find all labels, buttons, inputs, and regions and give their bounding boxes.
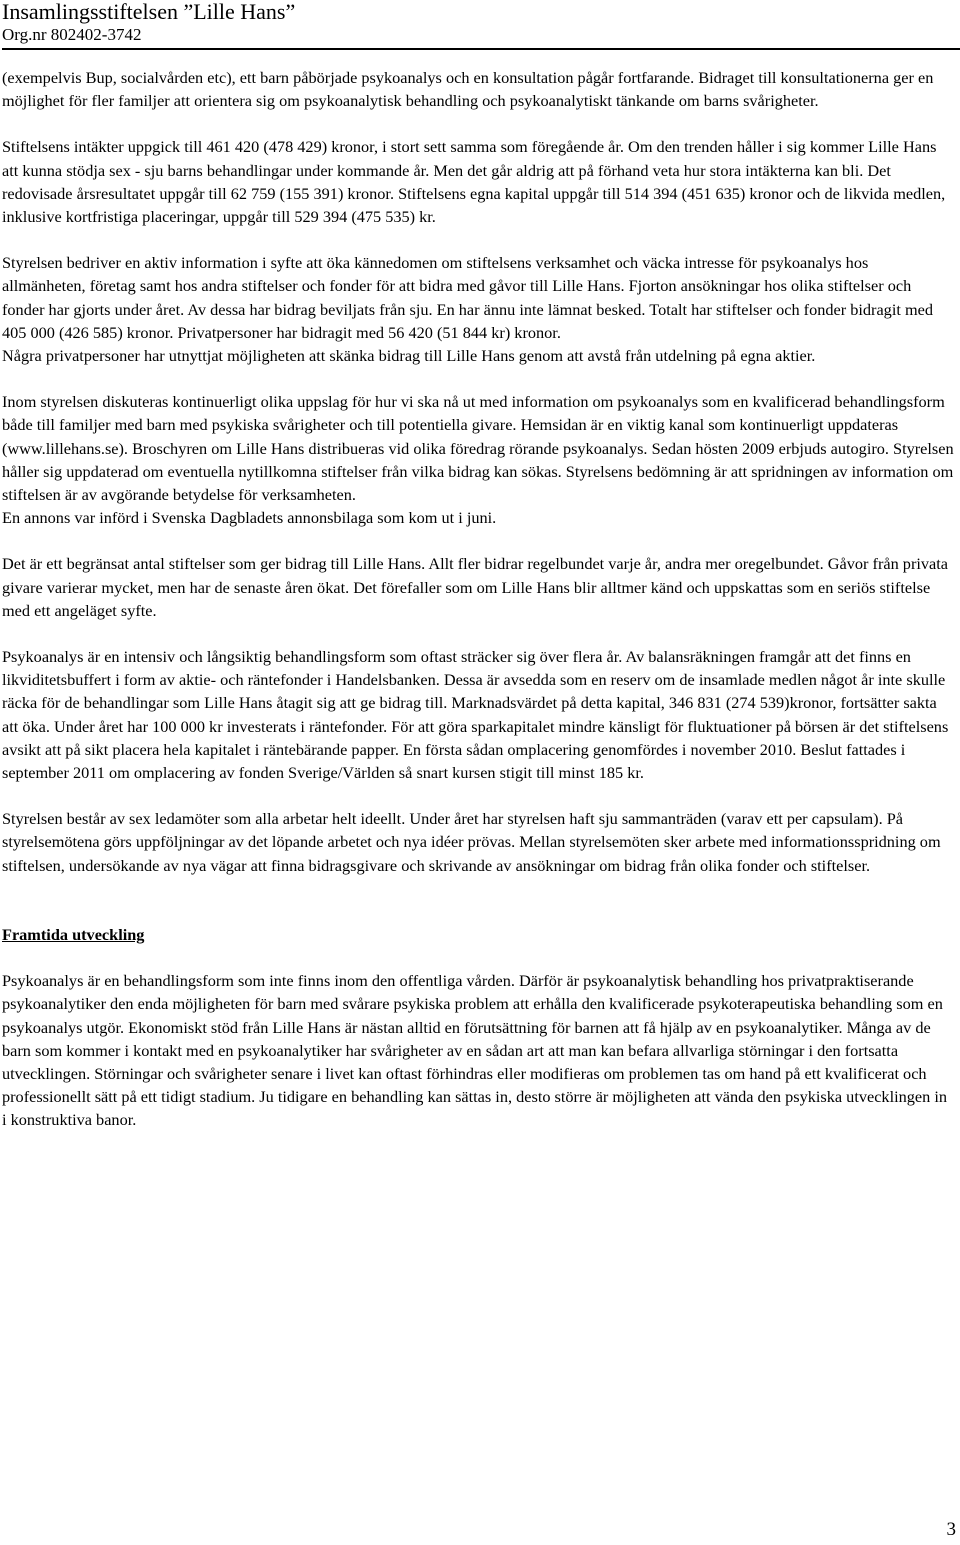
paragraph-consultation: (exempelvis Bup, socialvården etc), ett barn påbörjade psykoanalys och en konsultation pågår fortfarande. Bidraget till konsultationerna ger en möjlighet för fler familjer att orientera sig om psykoanalytisk behandling och psykoanalytiskt tänkande om barns svårigheter.	[2, 68, 934, 111]
header-divider	[2, 48, 960, 50]
paragraph-liquidity: Psykoanalys är en intensiv och långsiktig behandlingsform som oftast sträcker sig över flera år. Av balansräkningen framgår att det finns en likviditetsbuffert i form av aktie- och räntefonder i Handelsbanken. Dessa är avsedda som en reserv om de insamlade medlen något år inte skulle räcka för de behandlingar som Lille Hans åtagit sig att ge bidrag till. Marknadsvärdet på detta kapital, 346 831 (274 539)kronor, fortsätter sakta att öka. Under året har 100 000 kr investerats i räntefonder. För att göra sparkapitalet mindre känsligt för fluktuationer på börsen är det stiftelsens avsikt att på sikt placera hela kapitalet i räntebärande papper. En första sådan omplacering genomfördes i november 2010. Beslut fattades i september 2011 om omplacering av fonden Sverige/Världen så snart kursen stigit till minst 185 kr.	[2, 647, 949, 783]
document-body	[2, 66, 954, 1132]
paragraph-outreach: Inom styrelsen diskuteras kontinuerligt olika uppslag för hur vi ska nå ut med information om psykoanalys som en kvalificerad behandlingsform både till familjer med barn med psykiska svårigheter och till potentiella givare. Hemsidan är en viktig kanal som kontinuerligt uppdateras (www.lillehans.se). Broschyren om Lille Hans distribueras vid olika föredrag rörande psykoanalys. Sedan hösten 2009 erbjuds autogiro. Styrelsen håller sig uppdaterad om eventuella nytillkomna stiftelser från vilka bidrag kan sökas. Styrelsens bedömning är att spridningen av information om stiftelsen är av avgörande betydelse för verksamheten.	[2, 392, 954, 505]
paragraph-private-donors: Några privatpersoner har utnyttjat möjligheten att skänka bidrag till Lille Hans genom att avstå från utdelning på egna aktier.	[2, 346, 816, 366]
paragraph-donor-base: Det är ett begränsat antal stiftelser som ger bidrag till Lille Hans. Allt fler bidrar regelbundet varje år, andra mer oregelbundet. Gåvor från privata givare varierar mycket, men har de senaste åren ökat. Det förefaller som om Lille Hans blir alltmer känd och uppskattas som en seriös stiftelse med ett angeläget syfte.	[2, 554, 949, 620]
paragraph-future-development: Psykoanalys är en behandlingsform som inte finns inom den offentliga vården. Därför är psykoanalytisk behandling hos privatpraktiserande psykoanalytiker den enda möjligheten för barn med svårare psykiska problem att erhålla den kvalificerade psykoterapeutiska behandling som en psykoanalys utgör. Ekonomiskt stöd från Lille Hans är nästan alltid en förutsättning för barnen att få hjälp av en psykoanalytiker. Många av de barn som kommer i kontakt med en psykoanalytiker har svårigheter av en sådan art att man kan befara allvarliga störningar i den fortsatta utvecklingen. Störningar och svårigheter senare i livet kan oftast förhindras eller modifieras om problemen tas om hand på ett kvalificerat och professionellt sätt på ett tidigt stadium. Ju tidigare en behandling kan sättas in, desto större är möjligheten att vända den psykiska utvecklingen in i konstruktiva banor.	[2, 971, 948, 1130]
paragraph-income: Stiftelsens intäkter uppgick till 461 420 (478 429) kronor, i stort sett samma som föregående år. Om den trenden håller i sig kommer Lille Hans att kunna stödja sex - sju barns behandlingar under kommande år. Men det går aldrig att på förhand veta hur stora intäkterna kan bli. Det redovisade årsresultatet uppgår till 62 759 (155 391) kronor. Stiftelsens egna kapital uppgår till 514 394 (451 635) kronor och de likvida medlen, inklusive kortfristiga placeringar, uppgår till 529 394 (475 535) kr.	[2, 137, 946, 227]
org-number: Org.nr 802402-3742	[2, 25, 142, 44]
section-heading-future: Framtida utveckling	[2, 924, 145, 944]
page-header	[2, 0, 942, 50]
paragraph-advertisement: En annons var införd i Svenska Dagbladets annonsbilaga som kom ut i juni.	[2, 508, 497, 528]
foundation-name: Insamlingsstiftelsen ”Lille Hans”	[2, 0, 296, 24]
paragraph-information-activity: Styrelsen bedriver en aktiv information i syfte att öka kännedomen om stiftelsens verksamhet och väcka intresse för psykoanalys hos allmänheten, företag samt hos andra stiftelser och fonder för att bidra med gåvor till Lille Hans. Fjorton ansökningar hos olika stiftelser och fonder har gjorts under året. Av dessa har bidrag beviljats från sju. En har ännu inte lämnat besked. Totalt har stiftelser och fonder bidragit med 405 000 (426 585) kronor. Privatpersoner har bidragit med 56 420 (51 844 kr) kronor.	[2, 253, 933, 342]
page-number: 3	[946, 1519, 956, 1540]
paragraph-board: Styrelsen består av sex ledamöter som alla arbetar helt ideellt. Under året har styrelsen haft sju sammanträden (varav ett per capsulam). På styrelsemötena görs uppföljningar av det löpande arbetet och nya idéer prövas. Mellan styrelsemöten sker arbete med informationsspridning om stiftelsen, undersökande av nya vägar att finna bidragsgivare och skrivande av ansökningar om bidrag från olika fonder och stiftelser.	[2, 809, 941, 875]
